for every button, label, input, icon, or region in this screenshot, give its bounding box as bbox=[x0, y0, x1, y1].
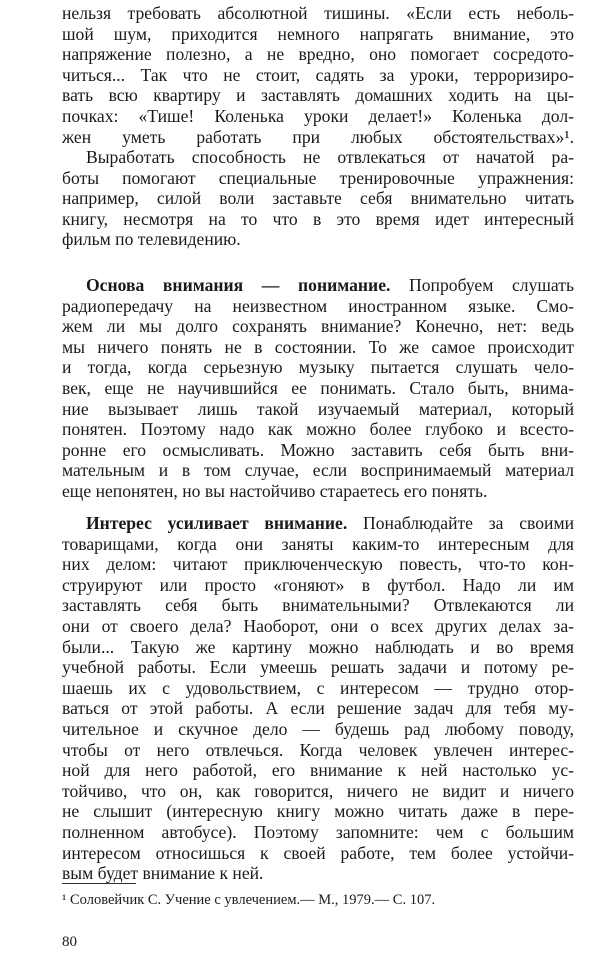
page-number: 80 bbox=[62, 934, 77, 950]
text-line: век, еще не научившийся ее понимать. Стало быть, внима- bbox=[62, 377, 574, 398]
text-line: понятен. Поэтому надо как можно более глубоко и всесто- bbox=[62, 419, 574, 440]
text-line: не слышит (интересную книгу можно читать даже в пере- bbox=[62, 801, 574, 822]
text-line: фильм по телевидению. bbox=[62, 229, 241, 250]
text-line: мы ничего понять не в состоянии. То же самое происходит bbox=[62, 336, 574, 357]
text-line: вым будет внимание к ней. bbox=[62, 863, 264, 884]
text-line: почках: «Тише! Коленька уроки делает!» Коленька дол- bbox=[62, 105, 574, 126]
footnote: ¹ Соловейчик С. Учение с увлечением.— М., 1979.— С. 107. bbox=[62, 892, 436, 908]
text-line: тойчиво, что он, как говорится, ничего не видит и ничего bbox=[62, 780, 574, 801]
text-line: боты помогают специальные тренировочные упражнения: bbox=[62, 167, 574, 188]
text-line: интересом относишься к своей работе, тем более устойчи- bbox=[62, 842, 574, 863]
text-line: вать всю квартиру и заставлять домашних ходить на цы- bbox=[62, 85, 574, 106]
text-line: ронне его осмысливать. Можно заставить себя быть вни- bbox=[62, 439, 574, 460]
text-line: мательным и в том случае, если воспринимаемый материал bbox=[62, 460, 574, 481]
paragraph-1 bbox=[62, 3, 574, 147]
paragraph-4 bbox=[62, 513, 574, 884]
text-line: чтобы от него отвлечься. Когда человек увлечен интерес- bbox=[62, 739, 574, 760]
text-line: еще непонятен, но вы настойчиво стараетесь его понять. bbox=[62, 480, 488, 501]
text-line: и тогда, когда серьезную музыку пытается слушать чело- bbox=[62, 357, 574, 378]
text-line bbox=[62, 275, 574, 296]
section-heading: Основа внимания — понимание. bbox=[86, 275, 391, 295]
paragraph-3 bbox=[62, 275, 574, 502]
text-line: шой шум, приходится немного напрягать внимание, это bbox=[62, 23, 574, 44]
text-line: жем ли мы долго сохранять внимание? Конечно, нет: ведь bbox=[62, 316, 574, 337]
text-line: струируют или просто «гоняют» в футбол. Надо ли им bbox=[62, 574, 574, 595]
text-line: товарищами, когда они заняты каким-то интересным для bbox=[62, 533, 574, 554]
paragraph-2 bbox=[62, 147, 574, 250]
text-line: ной для него работой, его внимание к ней настолько ус- bbox=[62, 760, 574, 781]
text-line: ние вызывает лишь такой изучаемый материал, который bbox=[62, 398, 574, 419]
text-line: учебной работы. Если умеешь решать задачи и потому ре- bbox=[62, 657, 574, 678]
footnote-divider bbox=[62, 883, 136, 884]
text-line: они от своего дела? Наоборот, они о всех других делах за- bbox=[62, 615, 574, 636]
text-line: Выработать способность не отвлекаться от начатой ра- bbox=[86, 147, 574, 167]
text-line: напряжение полезно, а не вредно, оно помогает сосредото- bbox=[62, 44, 574, 65]
text-fragment: Попробуем слушать bbox=[390, 275, 574, 295]
text-line: полненном автобусе). Поэтому запомните: чем с большим bbox=[62, 821, 574, 842]
text-line: читься... Так что не стоит, садять за уроки, терроризиро- bbox=[62, 64, 574, 85]
section-heading: Интерес усиливает внимание. bbox=[86, 513, 348, 533]
text-line: шаешь их с удовольствием, с интересом — трудно отор- bbox=[62, 677, 574, 698]
text-line bbox=[62, 513, 574, 534]
text-line: них делом: читают приключенческую повесть, что-то кон- bbox=[62, 554, 574, 575]
text-line: радиопередачу на неизвестном иностранном языке. Смо- bbox=[62, 295, 574, 316]
text-line: чительное и скучное дело — будешь рад любому поводу, bbox=[62, 718, 574, 739]
text-line: нельзя требовать абсолютной тишины. «Если есть неболь- bbox=[62, 3, 574, 23]
text-line: жен уметь работать при любых обстоятельствах»¹. bbox=[62, 126, 574, 147]
text-line: ваться от этой работы. А если решение задач для тебя му- bbox=[62, 698, 574, 719]
text-line: книгу, несмотря на то что в это время идет интересный bbox=[62, 208, 574, 229]
text-line: были... Такую же картину можно наблюдать и во время bbox=[62, 636, 574, 657]
text-line: заставлять себя быть внимательными? Отвлекаются ли bbox=[62, 595, 574, 616]
text-fragment: Понаблюдайте за своими bbox=[347, 513, 574, 533]
text-line: например, силой воли заставьте себя внимательно читать bbox=[62, 188, 574, 209]
